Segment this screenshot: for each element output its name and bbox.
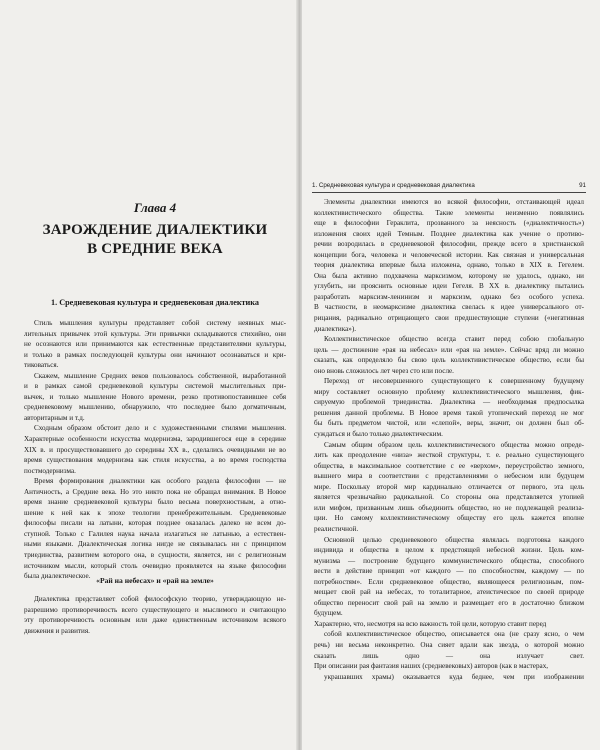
text-line: лить как преодоление «низа» жесткой структуры, т. е. реально существующего [314,451,584,460]
text-line: украшавших храмы) оказывается куда беднее, чем при изображении [324,672,584,681]
text-line: коллективистического общества. Такие элементы неизменно появлялись [314,208,584,217]
text-line: движения и развития. [24,626,90,635]
right-page [302,0,600,750]
text-line: разрешимо противоречивость всего существующего и мыслимого и считающую [24,605,286,614]
text-line: бы быть предметом чистой, или «слепой», веры, значит, он должен был об- [314,419,584,428]
text-line: Диалектика представляет собой философскую теорию, утверждающую не- [34,595,286,603]
text-line: философы писали на латыни, которая позднее оказалась далеко не всем до- [24,519,286,528]
text-line: является чрезвычайно радикальной. Со стороны она представляется утопией [314,493,584,502]
running-head-title: 1. Средневековая культура и средневековая диалектика [312,182,475,189]
text-line: общество переносит свой рай на землю и размещает его в достаточно близком [314,598,584,607]
text-line: Время формирования диалектики как особого раздела философии — не [34,477,286,486]
text-line: время существования модернизма как стиля искусства, а во время господства [24,456,286,465]
text-line: рицания, радикально отрицающего свои предшествующие ступени («негативная [314,314,584,323]
text-line: была диалектическое. [24,572,91,581]
text-line: источником мысли, который столь очевидно проявляется на языке философии [24,561,286,570]
text-line: шение к ней как к эпохе теологии пренебрежительным. Средневековые [24,508,286,517]
text-line: авторитарным и т.д. [24,413,85,422]
text-line: индивида и общества в целом к предстоящей небесной жизни. Цель ком- [314,546,584,555]
text-line: мире. Поскольку второй мир кардинально отличается от первого, эта цель [314,482,584,491]
text-line: теория диалектика впервые была изложена, однако, только в XIX в. Гегелем. [314,261,584,270]
text-line: При описании рая фантазия наших (средневековых) авторов (как в мастерах, [314,662,549,671]
text-line: Античность, а Средние века. Но это никто пока не обращал внимания. В Новое [24,487,286,496]
left-body-text-2 [24,594,286,636]
chapter-title-line: ЗАРОЖДЕНИЕ ДИАЛЕКТИКИ [42,222,268,238]
text-line: мунизма — построение будущего коммунистического общества, способного [314,556,584,565]
text-line: лительных привычек этой культуры. Эти привычки складываются стихийно, они [24,329,286,338]
text-line: Переход от несовершенного существующего к совершенному будущему [324,377,584,386]
text-line: Сходным образом обстоит дело и с художественными стилями мышления. [34,424,286,433]
text-line: еще в философии Гераклита, прозванного за неясность («диалектичность») [314,219,584,228]
chapter-number: Глава 4 [133,200,177,215]
text-line: Стиль мышления культуры представляет собой систему неявных мыс- [34,319,286,327]
chapter-title-line: В СРЕДНИЕ ВЕКА [87,241,223,257]
text-line: речии возродилась в средневековой философии, прежде всего в христианской [314,240,584,249]
text-line: сказать лишь одно — она излучает свет. [314,651,584,660]
text-line: или мифом, призванным лишь объединить общество, но не подлежащей реализа- [314,503,584,512]
text-line: Коллективистическое общество всегда ставит перед собою глобальную [324,335,584,344]
text-line: разработать марксизм-ленинизм и марксизм, однако без особого успеха. [314,292,584,301]
text-line: оно вновь сложилось лет через сто или после. [314,366,454,375]
text-line: и в рамках самой средневековой культуры системой мыслительных при- [24,382,286,391]
right-body-text [314,197,584,682]
text-line: В частности, в неомарксизме диалектика свелась к идее универсального от- [314,303,584,312]
text-line: мещает свой рай на небесах, то тоталитарное, атеистическое по своей природе [314,588,584,597]
text-line: изложения своих идей Темным. Позднее диалектика как учение о противо- [314,229,584,238]
text-line: Характерно, что, несмотря на всю важность той цели, которую ставит перед [314,619,547,628]
text-line: речь) ни весьма неконкретно. Она сияет вдали как звезда, о которой можно [314,640,584,649]
text-line: XIX в. и просуществовавшего до середины XX в., сделались очевидными не во [24,445,286,454]
text-line: Характерные особенности искусства модернизма, зародившегося еще в середине [24,435,286,444]
text-line: Скажем, мышление Средних веков пользовалось собственной, выработанной [34,371,286,380]
text-line: будущем. [314,609,343,618]
chapter-title [14,221,296,259]
text-line: собой коллективистическое общество, описывается она (не сразу ясно, о чем [324,630,584,639]
text-line: углубить, ни прояснить основные идеи Гегеля. В XX в. диалектику пытались [314,282,584,291]
left-page [0,0,298,750]
running-head [312,182,586,193]
sub-heading: «Рай на небесах» и «рай на земле» [96,576,214,585]
text-line: Основной целью средневекового общества являлась подготовка каждого [324,535,584,544]
text-line: Самым общим образом цель коллективистического общества можно опреде- [324,440,584,449]
text-line: сказать, как определяло бы свою цель коллективистическое общество, если бы [314,356,584,365]
text-line: ции. Но самому коллективистическому обществу его цель кажется вполне [314,514,584,523]
text-line: вести в действие принцип «от каждого — по способностям, каждому — по [314,567,584,576]
text-line: концепции бога, человека и человеческой истории. Как связная и универсальная [314,250,584,259]
text-line: и только в рамках последующей культуры они начинают осознаваться и кри- [24,350,286,359]
text-line: время знание средневековой культуры было весьма поверхностным, а отно- [24,498,286,507]
text-line: миру составляет основную проблему коллективистического мышления, фик- [314,387,584,396]
page-number: 91 [579,182,586,189]
text-line: потребностям». Если средневековое общество, являющееся религиозным, пом- [314,577,584,586]
text-line: постмодернизма. [24,466,76,475]
text-line: решения данной проблемы. В Новое время такой утопический переход не мог [314,408,584,417]
text-line: суждаться и было только диалектическим. [314,430,443,439]
text-line: цель — достижение «рая на небесах» или «рая на земле». Сейчас вряд ли можно [314,345,584,354]
text-line: сируемую проблемой триединства. Диалектика — необходимая предпосылка [314,398,584,407]
section-heading: 1. Средневековая культура и средневековая диалектика [51,298,259,307]
text-line: диалектика»). [314,324,356,333]
text-line: вышнего мира в соответствии с представлениями о небесном или будущем [314,472,584,481]
text-line: ными языками. Диалектическая логика нигде не связывалась ни с принципом [24,540,286,549]
text-line: не осознаются или принимаются как естественные представителями культуры, [24,340,286,349]
text-line: вычек, и только мышление Нового времени, резко противопоставившее себя [24,392,286,401]
text-line: эту противоречивость основным или даже единственным источником всякого [24,616,286,625]
text-line: ступной. Только с Галилея наука начала излагаться не латынью, а естествен- [24,529,286,538]
text-line: тиковаться. [24,361,59,370]
text-line: Элементы диалектики имеются во всякой философии, отстаивающей идеал [324,198,584,206]
text-line: Она была активно подхвачена марксизмом, которому не удалось, однако, ни [314,271,584,280]
text-line: средневековому мышлению, обнаружило, что последнее было догматичным, [24,403,286,412]
text-line: триединства, развитием которого она, в сущности, является, ни с религиозным [24,551,286,560]
left-body-text [24,318,286,582]
text-line: общества, в максимальное соответствие с ее «верхом», переустройство земного, [314,461,584,470]
text-line: реалистичной. [314,524,359,533]
